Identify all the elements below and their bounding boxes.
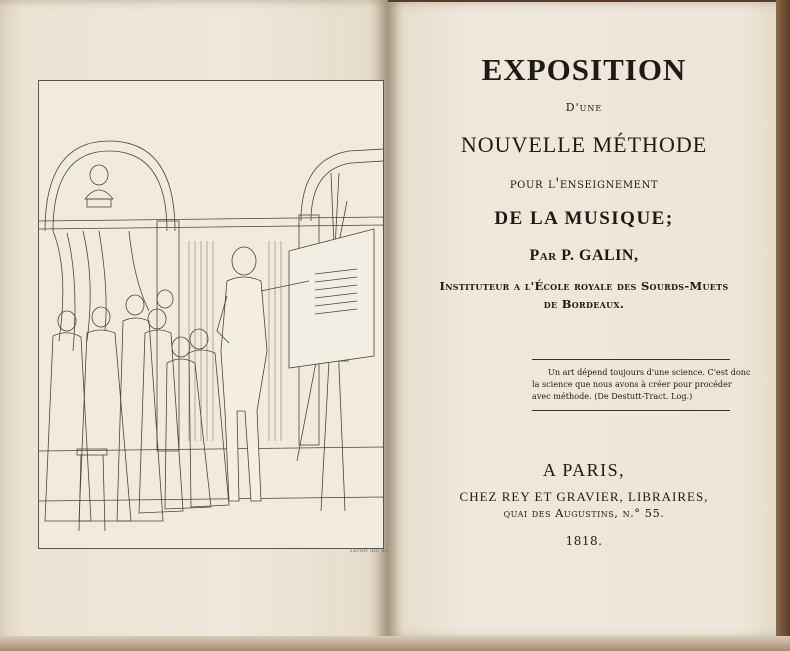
audience-figures [45, 290, 229, 521]
book-title: EXPOSITION [481, 52, 687, 87]
bust-sculpture [90, 165, 108, 185]
title-line-nouvelle-methode: NOUVELLE MÉTHODE [460, 132, 708, 157]
teacher-figure [232, 247, 256, 275]
imprint-address: quai des Augustins, n.° 55. [503, 506, 665, 520]
title-line-dune: D'une [565, 101, 603, 114]
epigraph-line-1: Un art dépend toujours d'une science. C'est donc [548, 367, 751, 377]
title-page [388, 0, 780, 640]
imprint-year: 1818. [565, 534, 603, 548]
epigraph-line-3: avec méthode. (De Destutt-Tract. Log.) [532, 391, 693, 401]
title-line-musique: DE LA MUSIQUE; [494, 208, 674, 229]
epigraph-line-2: la science que nous avons à créer pour procéder [532, 379, 732, 389]
affiliation-line-1: Instituteur a l'École royale des Sourds-Muets [439, 279, 729, 293]
frontispiece-engraving [38, 80, 384, 549]
imprint-publisher: CHEZ REY ET GRAVIER, LIBRAIRES, [459, 489, 709, 504]
engraver-signature: Lecerf inv. sc. [350, 548, 390, 554]
author-line: Par P. GALIN, [529, 247, 639, 264]
teaching-board [289, 229, 374, 368]
epigraph-block [532, 359, 751, 411]
engraving-illustration [39, 81, 383, 548]
affiliation-line-2: de Bordeaux. [543, 297, 625, 311]
imprint-city: A PARIS, [542, 460, 626, 480]
title-line-pour: pour l'enseignement [509, 176, 659, 192]
left-arch [45, 141, 175, 231]
